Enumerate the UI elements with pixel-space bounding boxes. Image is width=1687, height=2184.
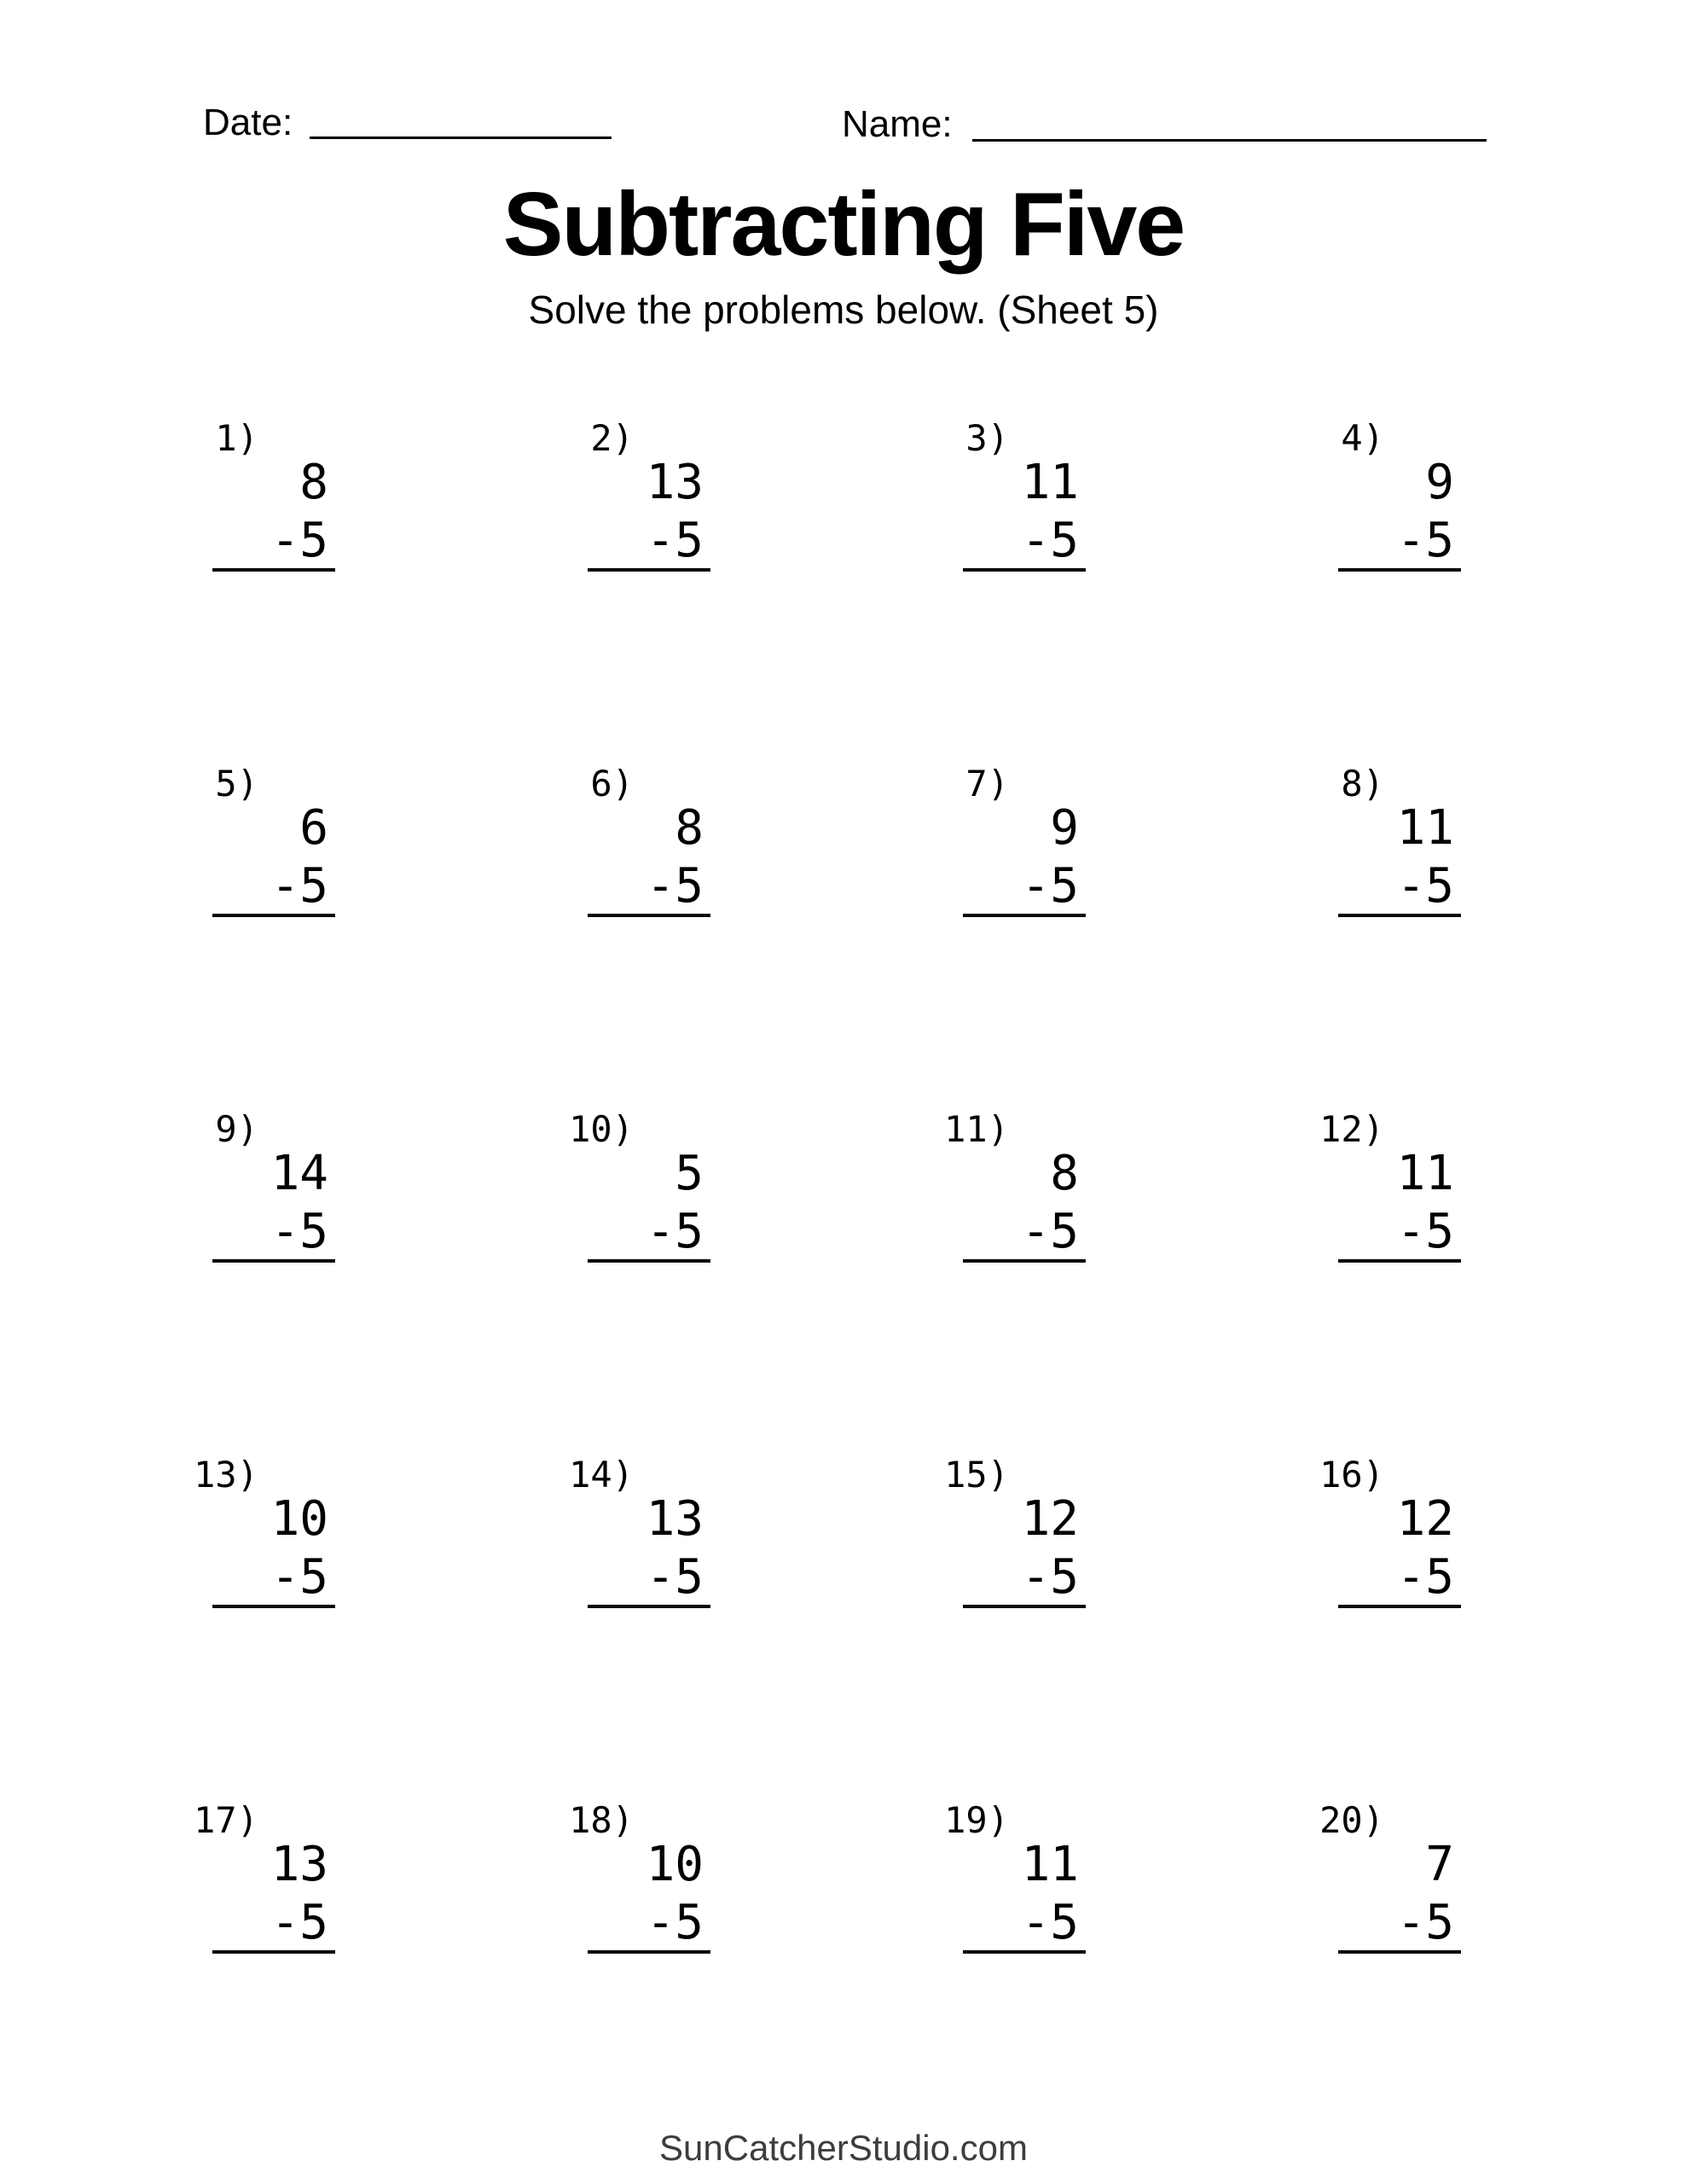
minus-operator: -	[646, 1549, 675, 1605]
minus-operator: -	[1396, 1549, 1426, 1605]
minuend: 12	[1021, 1491, 1079, 1547]
subtrahend: 5	[299, 1204, 328, 1259]
problem-cell	[1177, 765, 1552, 1111]
answer-line	[588, 1950, 710, 1954]
answer-line	[963, 1259, 1086, 1263]
minuend: 8	[675, 800, 704, 856]
subtrahend: 5	[1425, 1895, 1454, 1950]
subtraction-row	[1396, 1895, 1454, 1950]
minuend: 13	[646, 455, 704, 510]
subtraction-row	[646, 858, 704, 914]
subtrahend: 5	[299, 1549, 328, 1605]
minus-operator: -	[270, 1549, 300, 1605]
problem-number: 5)	[215, 763, 258, 804]
subtraction-row	[270, 1549, 328, 1605]
subtrahend: 5	[1050, 1895, 1079, 1950]
problem-cell	[802, 1108, 1177, 1456]
subtrahend: 5	[299, 858, 328, 914]
subtraction-row	[1396, 1204, 1454, 1259]
subtraction-row	[270, 858, 328, 914]
problem-cell	[802, 417, 1177, 765]
problem-cell	[426, 765, 802, 1111]
subtrahend: 5	[675, 1204, 704, 1259]
minuend: 11	[1021, 455, 1079, 510]
problem-number: 19)	[944, 1799, 1009, 1841]
subtrahend: 5	[299, 1895, 328, 1950]
subtraction-row	[646, 513, 704, 568]
minus-operator: -	[1396, 1204, 1426, 1259]
minuend: 14	[270, 1146, 328, 1201]
minus-operator: -	[646, 858, 675, 914]
minuend: 12	[1396, 1491, 1454, 1547]
answer-line	[1338, 1259, 1461, 1263]
subtraction-row	[646, 1895, 704, 1950]
minuend: 10	[270, 1491, 328, 1547]
answer-line	[963, 914, 1086, 917]
minus-operator: -	[1396, 1895, 1426, 1950]
minuend: 9	[1425, 455, 1454, 510]
answer-line	[212, 914, 335, 917]
subtrahend: 5	[675, 1549, 704, 1605]
minuend: 13	[646, 1491, 704, 1547]
subtrahend: 5	[1425, 1549, 1454, 1605]
subtrahend: 5	[675, 858, 704, 914]
problem-cell	[51, 765, 426, 1111]
answer-line	[588, 1259, 710, 1263]
minus-operator: -	[1396, 858, 1426, 914]
problem-number: 13)	[194, 1454, 258, 1496]
answer-line	[963, 568, 1086, 572]
minuend: 13	[270, 1837, 328, 1892]
minus-operator: -	[270, 1895, 300, 1950]
subtrahend: 5	[1425, 858, 1454, 914]
answer-line	[588, 914, 710, 917]
minuend: 9	[1050, 800, 1079, 856]
subtraction-row	[1021, 858, 1079, 914]
minus-operator: -	[646, 513, 675, 568]
problem-number: 3)	[965, 417, 1009, 459]
minuend: 10	[646, 1837, 704, 1892]
name-label: Name:	[842, 103, 953, 145]
problem-cell	[51, 417, 426, 765]
problem-cell	[802, 1456, 1177, 1802]
answer-line	[212, 1950, 335, 1954]
minuend: 11	[1021, 1837, 1079, 1892]
minuend: 11	[1396, 1146, 1454, 1201]
problem-cell	[426, 417, 802, 765]
problem-number: 17)	[194, 1799, 258, 1841]
problem-number: 6)	[590, 763, 634, 804]
subtrahend: 5	[675, 513, 704, 568]
subtrahend: 5	[675, 1895, 704, 1950]
date-blank-line	[310, 108, 612, 139]
problem-number: 14)	[569, 1454, 634, 1496]
answer-line	[588, 568, 710, 572]
answer-line	[963, 1950, 1086, 1954]
problem-number: 16)	[1319, 1454, 1384, 1496]
subtraction-row	[1021, 513, 1079, 568]
subtraction-row	[1396, 858, 1454, 914]
subtraction-row	[1021, 1895, 1079, 1950]
problem-number: 1)	[215, 417, 258, 459]
minus-operator: -	[270, 858, 300, 914]
subtrahend: 5	[1050, 858, 1079, 914]
problem-cell	[51, 1456, 426, 1802]
footer-credit: SunCatcherStudio.com	[659, 2128, 1028, 2168]
subtraction-row	[1396, 1549, 1454, 1605]
answer-line	[1338, 914, 1461, 917]
answer-line	[1338, 1605, 1461, 1608]
page-subtitle: Solve the problems below. (Sheet 5)	[528, 288, 1159, 332]
subtrahend: 5	[1050, 1204, 1079, 1259]
minus-operator: -	[1021, 1204, 1051, 1259]
problem-cell	[1177, 1799, 1552, 2147]
minus-operator: -	[1021, 858, 1051, 914]
minus-operator: -	[1021, 1549, 1051, 1605]
minuend: 11	[1396, 800, 1454, 856]
problem-cell	[51, 1108, 426, 1456]
problem-number: 4)	[1341, 417, 1384, 459]
minus-operator: -	[646, 1204, 675, 1259]
answer-line	[212, 1605, 335, 1608]
answer-line	[1338, 568, 1461, 572]
problem-cell	[802, 765, 1177, 1111]
answer-line	[1338, 1950, 1461, 1954]
problem-cell	[51, 1799, 426, 2147]
problem-cell	[426, 1799, 802, 2147]
answer-line	[212, 568, 335, 572]
subtraction-row	[1021, 1549, 1079, 1605]
subtrahend: 5	[299, 513, 328, 568]
subtraction-row	[1021, 1204, 1079, 1259]
problem-number: 20)	[1319, 1799, 1384, 1841]
minus-operator: -	[270, 1204, 300, 1259]
minus-operator: -	[1021, 513, 1051, 568]
subtrahend: 5	[1425, 1204, 1454, 1259]
problem-number: 7)	[965, 763, 1009, 804]
minus-operator: -	[1021, 1895, 1051, 1950]
minus-operator: -	[270, 513, 300, 568]
subtrahend: 5	[1050, 513, 1079, 568]
name-blank-line	[972, 111, 1487, 142]
problem-number: 9)	[215, 1108, 258, 1150]
subtraction-row	[270, 513, 328, 568]
minuend: 8	[299, 455, 328, 510]
subtrahend: 5	[1425, 513, 1454, 568]
problems-grid	[51, 417, 1552, 2147]
problem-number: 2)	[590, 417, 634, 459]
problem-number: 8)	[1341, 763, 1384, 804]
problem-cell	[426, 1108, 802, 1456]
answer-line	[212, 1259, 335, 1263]
minus-operator: -	[646, 1895, 675, 1950]
minuend: 5	[675, 1146, 704, 1201]
subtraction-row	[646, 1549, 704, 1605]
problem-cell	[1177, 1108, 1552, 1456]
subtraction-row	[646, 1204, 704, 1259]
subtraction-row	[270, 1895, 328, 1950]
problem-number: 10)	[569, 1108, 634, 1150]
page-title: Subtracting Five	[502, 174, 1185, 275]
date-label: Date:	[203, 102, 293, 143]
problem-cell	[426, 1456, 802, 1802]
problem-cell	[1177, 1456, 1552, 1802]
subtraction-row	[1396, 513, 1454, 568]
answer-line	[588, 1605, 710, 1608]
minuend: 6	[299, 800, 328, 856]
minuend: 7	[1425, 1837, 1454, 1892]
subtrahend: 5	[1050, 1549, 1079, 1605]
problem-number: 18)	[569, 1799, 634, 1841]
problem-cell	[1177, 417, 1552, 765]
problem-cell	[802, 1799, 1177, 2147]
problem-number: 11)	[944, 1108, 1009, 1150]
answer-line	[963, 1605, 1086, 1608]
problem-number: 15)	[944, 1454, 1009, 1496]
subtraction-row	[270, 1204, 328, 1259]
minuend: 8	[1050, 1146, 1079, 1201]
minus-operator: -	[1396, 513, 1426, 568]
problem-number: 12)	[1319, 1108, 1384, 1150]
